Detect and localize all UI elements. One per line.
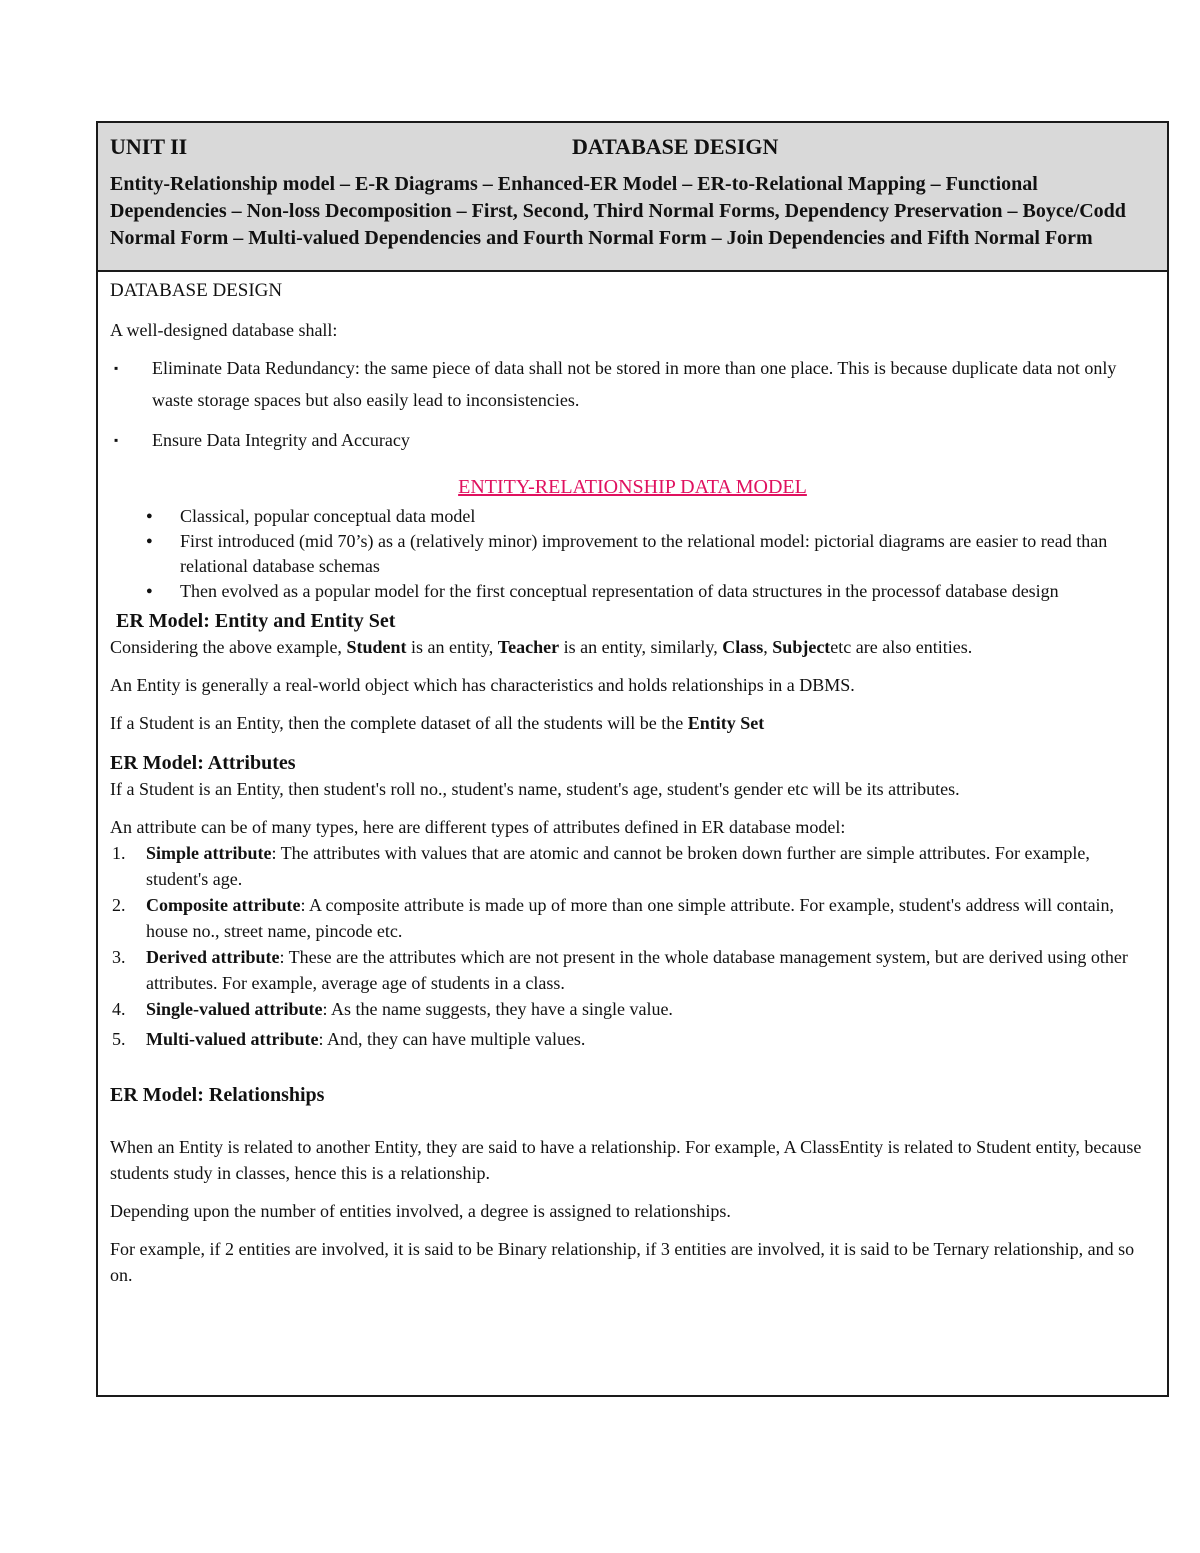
attributes-types-intro: An attribute can be of many types, here are different types of attributes defined in ER database model: (110, 817, 846, 837)
content-frame (96, 121, 1169, 1397)
database-design-intro: A well-designed database shall: (110, 320, 338, 340)
entity-section-heading: ER Model: Entity and Entity Set (116, 610, 396, 632)
unit-title: DATABASE DESIGN (572, 134, 779, 159)
relationships-paragraph: When an Entity is related to another Entity, they are said to have a relationship. For example, A ClassEntity is related to Student entity, because students study in classes, hence this is a relationship. (110, 1137, 1142, 1183)
list-item: ● First introduced (mid 70’s) as a (relatively minor) improvement to the relational model: pictorial diagrams are easier to read than relational database schemas (110, 529, 1155, 579)
list-item: ● Then evolved as a popular model for the first conceptual representation of data structures in the processof database design (110, 579, 1155, 604)
list-item: 1. Simple attribute: The attributes with values that are atomic and cannot be broken down further are simple attributes. For example, student's age. (112, 843, 1090, 889)
list-item: ● Classical, popular conceptual data model (110, 504, 1155, 529)
entity-definition: An Entity is generally a real-world object which has characteristics and holds relationships in a DBMS. (110, 675, 855, 695)
list-item: 2. Composite attribute: A composite attribute is made up of more than one simple attribute. For example, student's address will contain, house no., street name, pincode etc. (112, 895, 1115, 941)
relationships-section-heading: ER Model: Relationships (110, 1084, 325, 1106)
relationship-example-paragraph: For example, if 2 entities are involved, it is said to be Binary relationship, if 3 entities are involved, it is said to be Ternary relationship, and so on. (110, 1239, 1135, 1285)
list-item: 3. Derived attribute: These are the attributes which are not present in the whole database management system, but are derived using other attributes. For example, average age of students in a class. (112, 947, 1128, 993)
list-item: 5. Multi-valued attribute: And, they can have multiple values. (112, 1029, 586, 1049)
relationship-degree-paragraph: Depending upon the number of entities involved, a degree is assigned to relationships. (110, 1201, 731, 1221)
list-item: ▪ Ensure Data Integrity and Accuracy (110, 424, 1155, 456)
unit-header (98, 123, 1167, 272)
unit-label: UNIT II (110, 134, 188, 159)
er-model-list (110, 504, 1155, 604)
database-design-list (110, 352, 1155, 456)
list-item: 4. Single-valued attribute: As the name suggests, they have a single value. (112, 999, 673, 1019)
document-body (98, 272, 1167, 1288)
syllabus-topics: Entity-Relationship model – E-R Diagrams – Enhanced-ER Model – ER-to-Relational Mapping – Functional Dependencies – Non-loss Decomposition – First, Second, Third Normal Forms, Dependency Preservation – Boyce/Codd Normal Form – Multi-valued Dependencies and Fourth Normal Form – Join Dependencies and Fifth Normal Form (110, 173, 1126, 249)
attributes-section-heading: ER Model: Attributes (110, 752, 296, 774)
database-design-heading: DATABASE DESIGN (110, 280, 283, 301)
er-model-title: ENTITY-RELATIONSHIP DATA MODEL (458, 476, 807, 498)
attribute-types-list (110, 840, 1155, 1052)
attributes-paragraph: If a Student is an Entity, then student's roll no., student's name, student's age, student's gender etc will be its attributes. (110, 779, 960, 799)
list-item: ▪ Eliminate Data Redundancy: the same piece of data shall not be stored in more than one place. This is because duplicate data not only waste storage spaces but also easily lead to inconsistencies. (110, 352, 1155, 416)
entity-paragraph: Considering the above example, Student is an entity, Teacher is an entity, similarly, Class, Subjectetc are also entities. (110, 637, 973, 657)
entity-set-paragraph: If a Student is an Entity, then the complete dataset of all the students will be the Entity Set (110, 713, 765, 733)
